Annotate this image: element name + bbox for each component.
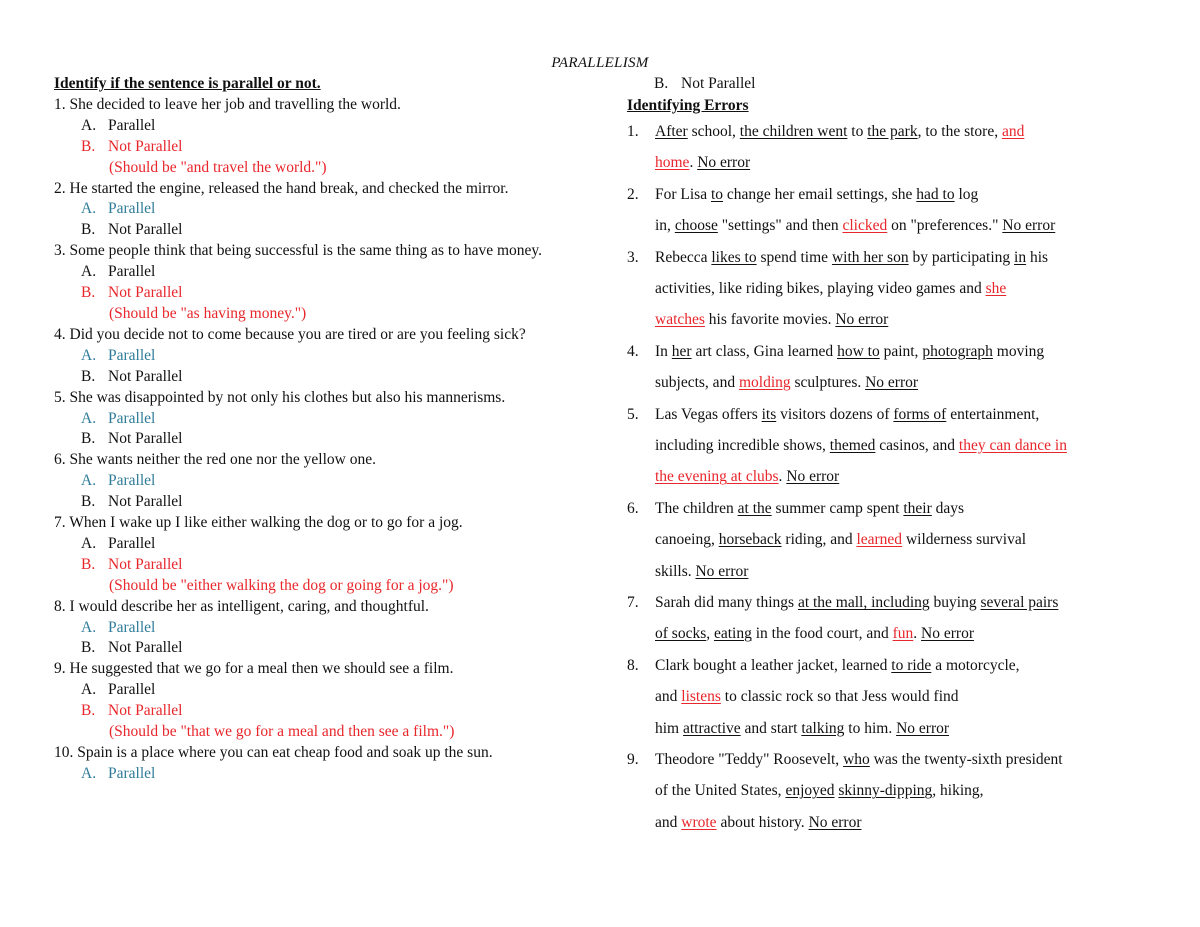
option-letter: B. bbox=[81, 367, 96, 385]
option-letter: A. bbox=[81, 116, 97, 134]
text-segment: and start bbox=[740, 719, 802, 737]
text-segment: "settings" and then bbox=[717, 217, 843, 235]
question-1-correction: (Should be "and travel the world.") bbox=[109, 158, 327, 176]
option-letter: A. bbox=[81, 200, 97, 218]
option-text: Not Parallel bbox=[108, 493, 183, 511]
error-segment: watches bbox=[655, 311, 705, 329]
sentence-line bbox=[655, 618, 1157, 649]
text-segment: Las Vegas offers bbox=[655, 405, 762, 423]
underlined-segment: of socks bbox=[655, 625, 707, 643]
text-segment: , bbox=[706, 625, 714, 643]
question-8-text: 8. I would describe her as intelligent, caring, and thoughtful. bbox=[54, 597, 429, 615]
question-9-option-a bbox=[54, 680, 584, 701]
underlined-segment: to bbox=[710, 185, 724, 203]
text-segment: in, bbox=[655, 217, 675, 235]
text-segment: log bbox=[954, 185, 979, 203]
option-letter: B. bbox=[81, 430, 96, 448]
underlined-segment: After bbox=[655, 122, 688, 140]
text-segment: moving bbox=[992, 342, 1045, 360]
item-sentence bbox=[655, 650, 1157, 744]
error-item-list bbox=[627, 116, 1157, 838]
sentence-line bbox=[655, 493, 1157, 524]
underlined-segment: the park bbox=[867, 122, 918, 140]
underlined-segment: No error bbox=[1002, 217, 1056, 235]
section-heading-identify: Identify if the sentence is parallel or not. bbox=[54, 75, 321, 92]
underlined-segment: at the mall, including bbox=[797, 594, 930, 611]
option-text: Not Parallel bbox=[108, 430, 183, 448]
item-sentence bbox=[655, 116, 1157, 179]
option-text: Parallel bbox=[108, 116, 156, 134]
error-item-5 bbox=[627, 399, 1157, 493]
text-segment: In bbox=[655, 342, 672, 360]
option-letter: B. bbox=[81, 639, 96, 657]
text-segment: summer camp spent bbox=[771, 499, 904, 517]
error-item-2 bbox=[627, 179, 1157, 242]
question-10-option-a bbox=[54, 764, 584, 785]
question-2-option-b bbox=[54, 220, 584, 241]
right-column bbox=[627, 74, 1157, 838]
text-segment: canoeing, bbox=[655, 531, 719, 549]
question-6-option-a bbox=[54, 471, 584, 492]
sentence-line bbox=[655, 147, 1157, 178]
sentence-line bbox=[655, 650, 1157, 681]
question-9-text: 9. He suggested that we go for a meal then we should see a film. bbox=[54, 660, 454, 678]
question-7-option-b bbox=[54, 555, 584, 576]
underlined-segment: No error bbox=[921, 625, 974, 643]
question-6-option-b bbox=[54, 492, 584, 513]
underlined-segment: horseback bbox=[718, 531, 782, 549]
question-8-option-b bbox=[54, 638, 584, 659]
sentence-line bbox=[655, 399, 1157, 430]
sentence-line bbox=[655, 775, 1157, 806]
question-2-option-a bbox=[54, 199, 584, 220]
text-segment: . bbox=[913, 625, 922, 643]
question-5-option-a bbox=[54, 409, 584, 430]
question-1-option-b bbox=[54, 137, 584, 158]
option-letter: B. bbox=[81, 221, 96, 239]
text-segment: including incredible shows, bbox=[655, 436, 830, 454]
question-7-option-a bbox=[54, 534, 584, 555]
underlined-segment: likes to bbox=[711, 248, 757, 266]
sentence-line bbox=[655, 304, 1157, 335]
error-segment: listens bbox=[681, 688, 721, 706]
underlined-segment: eating bbox=[713, 625, 752, 643]
underlined-segment: enjoyed bbox=[785, 782, 835, 800]
item-number: 1. bbox=[627, 122, 639, 140]
text-segment: his favorite movies. bbox=[704, 311, 836, 329]
sentence-line bbox=[655, 336, 1157, 367]
option-text: Not Parallel bbox=[108, 639, 183, 657]
underlined-segment: her bbox=[671, 342, 692, 360]
sentence-line bbox=[655, 681, 1157, 712]
underlined-segment: to ride bbox=[891, 656, 932, 674]
text-segment: on "preferences." bbox=[887, 217, 1003, 235]
question-9-option-b bbox=[54, 701, 584, 722]
error-segment: wrote bbox=[681, 813, 717, 831]
text-segment: Clark bought a leather jacket, learned bbox=[655, 656, 892, 674]
text-segment: entertainment, bbox=[946, 405, 1040, 423]
text-segment: activities, like riding bikes, playing video games and bbox=[655, 279, 986, 297]
question-5-option-b bbox=[54, 429, 584, 450]
item-number: 2. bbox=[627, 185, 639, 203]
error-segment: the evening at clubs bbox=[655, 468, 779, 486]
sentence-line bbox=[655, 807, 1157, 838]
item-sentence bbox=[655, 336, 1157, 399]
text-segment: The children bbox=[655, 499, 738, 517]
option-letter: A. bbox=[81, 534, 97, 552]
item-sentence bbox=[655, 493, 1157, 587]
error-item-4 bbox=[627, 336, 1157, 399]
underlined-segment: No error bbox=[695, 562, 749, 580]
sentence-line bbox=[655, 367, 1157, 398]
question-10-text: 10. Spain is a place where you can eat cheap food and soak up the sun. bbox=[54, 744, 493, 761]
item-number: 4. bbox=[627, 342, 639, 360]
text-segment: him bbox=[655, 719, 683, 737]
option-text: Parallel bbox=[108, 764, 156, 782]
option-letter: A. bbox=[81, 409, 97, 427]
question-4-text: 4. Did you decide not to come because you are tired or are you feeling sick? bbox=[54, 325, 526, 343]
option-text: Parallel bbox=[108, 200, 156, 218]
sentence-line bbox=[655, 179, 1157, 210]
text-segment: change her email settings, she bbox=[723, 185, 917, 203]
text-segment: buying bbox=[929, 594, 981, 611]
option-text: Not Parallel bbox=[108, 367, 183, 385]
underlined-segment: No error bbox=[697, 154, 751, 172]
sentence-line bbox=[655, 461, 1157, 492]
option-letter: B. bbox=[81, 284, 96, 302]
text-segment: paint, bbox=[879, 342, 923, 360]
question-8-option-a bbox=[54, 618, 584, 639]
text-segment: spend time bbox=[756, 248, 832, 266]
underlined-segment: had to bbox=[916, 185, 955, 203]
text-segment: a motorcycle, bbox=[931, 656, 1020, 674]
underlined-segment: No error bbox=[896, 719, 950, 737]
option-letter: A. bbox=[81, 618, 97, 636]
text-segment: of the United States, bbox=[655, 782, 786, 800]
option-text: Not Parallel bbox=[108, 137, 183, 155]
item-number: 7. bbox=[627, 594, 639, 611]
error-item-7 bbox=[627, 587, 1157, 650]
left-column bbox=[54, 74, 584, 785]
option-text: Not Parallel bbox=[681, 75, 756, 92]
question-1-option-a bbox=[54, 116, 584, 137]
option-text: Parallel bbox=[108, 618, 156, 636]
text-segment: to him. bbox=[844, 719, 897, 737]
error-segment: fun bbox=[892, 625, 914, 643]
text-segment: was the twenty-sixth president bbox=[869, 751, 1063, 769]
option-text: Not Parallel bbox=[108, 284, 183, 302]
text-segment: and bbox=[655, 813, 682, 831]
question-7-text: 7. When I wake up I like either walking the dog or to go for a jog. bbox=[54, 514, 463, 532]
underlined-segment: several pairs bbox=[980, 594, 1059, 611]
option-text: Parallel bbox=[108, 346, 156, 364]
item-sentence bbox=[655, 242, 1157, 336]
question-3-option-a bbox=[54, 262, 584, 283]
option-letter: B. bbox=[81, 702, 96, 720]
underlined-segment: No error bbox=[835, 311, 889, 329]
sentence-line bbox=[655, 587, 1157, 618]
item-number: 6. bbox=[627, 499, 639, 517]
item-number: 9. bbox=[627, 751, 639, 769]
option-letter: A. bbox=[81, 681, 97, 699]
question-9-correction: (Should be "that we go for a meal and then see a film.") bbox=[109, 723, 455, 741]
error-item-9 bbox=[627, 744, 1157, 838]
question-10-option-b bbox=[627, 74, 1157, 95]
error-segment: and bbox=[1001, 122, 1025, 140]
text-segment: about history. bbox=[716, 813, 809, 831]
page-title: PARALLELISM bbox=[551, 55, 649, 71]
error-segment: they can dance in bbox=[958, 436, 1067, 454]
option-letter: A. bbox=[81, 764, 97, 782]
option-text: Parallel bbox=[108, 534, 156, 552]
text-segment: , hiking, bbox=[932, 782, 984, 800]
item-number: 8. bbox=[627, 656, 639, 674]
option-text: Not Parallel bbox=[108, 702, 183, 720]
error-segment: she bbox=[985, 279, 1007, 297]
text-segment: . bbox=[689, 154, 698, 172]
underlined-segment: photograph bbox=[922, 342, 993, 360]
underlined-segment: No error bbox=[865, 374, 919, 392]
text-segment: and bbox=[655, 688, 682, 706]
error-segment: home bbox=[655, 154, 690, 172]
item-number: 3. bbox=[627, 248, 639, 266]
option-letter: A. bbox=[81, 346, 97, 364]
question-4-option-a bbox=[54, 346, 584, 367]
option-text: Not Parallel bbox=[108, 221, 183, 239]
question-2-text: 2. He started the engine, released the hand break, and checked the mirror. bbox=[54, 179, 509, 197]
text-segment: casinos, and bbox=[875, 436, 959, 454]
underlined-segment: at the bbox=[737, 499, 772, 517]
question-3-text: 3. Some people think that being successful is the same thing as to have money. bbox=[54, 242, 543, 260]
sentence-line bbox=[655, 273, 1157, 304]
sentence-line bbox=[655, 713, 1157, 744]
underlined-segment: No error bbox=[808, 813, 862, 831]
underlined-segment: with her son bbox=[831, 248, 909, 266]
error-segment: learned bbox=[856, 531, 903, 549]
text-segment: art class, Gina learned bbox=[691, 342, 838, 360]
error-item-8 bbox=[627, 650, 1157, 744]
question-list bbox=[54, 95, 584, 785]
underlined-segment: how to bbox=[837, 342, 880, 360]
item-sentence bbox=[655, 587, 1157, 650]
question-4-option-b bbox=[54, 367, 584, 388]
text-segment: visitors dozens of bbox=[776, 405, 894, 423]
option-letter: A. bbox=[81, 263, 97, 281]
sentence-line bbox=[655, 242, 1157, 273]
sentence-line bbox=[655, 210, 1157, 241]
underlined-segment: skinny-dipping bbox=[838, 782, 933, 800]
underlined-segment: talking bbox=[801, 719, 845, 737]
option-letter: B. bbox=[81, 493, 96, 511]
underlined-segment: in bbox=[1014, 248, 1027, 266]
question-1-text: 1. She decided to leave her job and travelling the world. bbox=[54, 95, 401, 113]
text-segment: For Lisa bbox=[655, 185, 711, 203]
text-segment: Theodore "Teddy" Roosevelt, bbox=[655, 751, 844, 769]
option-text: Parallel bbox=[108, 409, 156, 427]
option-text: Parallel bbox=[108, 472, 156, 490]
option-text: Not Parallel bbox=[108, 555, 183, 573]
item-number: 5. bbox=[627, 405, 639, 423]
sentence-line bbox=[655, 430, 1157, 461]
text-segment: to bbox=[847, 122, 868, 140]
text-segment: his bbox=[1026, 248, 1049, 266]
underlined-segment: No error bbox=[786, 468, 840, 486]
sentence-line bbox=[655, 744, 1157, 775]
sentence-line bbox=[655, 556, 1157, 587]
text-segment: riding, and bbox=[781, 531, 857, 549]
question-7-correction: (Should be "either walking the dog or going for a jog.") bbox=[109, 576, 454, 594]
text-segment: by participating bbox=[908, 248, 1015, 266]
question-6-text: 6. She wants neither the red one nor the yellow one. bbox=[54, 451, 376, 469]
text-segment: wilderness survival bbox=[902, 531, 1027, 549]
error-item-6 bbox=[627, 493, 1157, 587]
underlined-segment: its bbox=[761, 405, 777, 423]
error-item-1 bbox=[627, 116, 1157, 179]
item-sentence bbox=[655, 744, 1157, 838]
item-sentence bbox=[655, 399, 1157, 493]
underlined-segment: forms of bbox=[893, 405, 947, 423]
text-segment: in the food court, and bbox=[751, 625, 893, 643]
section-heading-errors: Identifying Errors bbox=[627, 96, 749, 114]
underlined-segment: who bbox=[843, 751, 870, 769]
option-letter: B. bbox=[81, 137, 96, 155]
text-segment: subjects, and bbox=[655, 374, 739, 392]
option-letter: B. bbox=[654, 75, 669, 92]
item-sentence bbox=[655, 179, 1157, 242]
text-segment: to classic rock so that Jess would find bbox=[720, 688, 959, 706]
error-item-3 bbox=[627, 242, 1157, 336]
option-letter: A. bbox=[81, 472, 97, 490]
text-segment: days bbox=[931, 499, 965, 517]
option-text: Parallel bbox=[108, 681, 156, 699]
text-segment: sculptures. bbox=[790, 374, 866, 392]
underlined-segment: attractive bbox=[683, 719, 741, 737]
text-segment: Sarah did many things bbox=[655, 594, 798, 611]
question-3-correction: (Should be "as having money.") bbox=[109, 304, 307, 322]
sentence-line bbox=[655, 116, 1157, 147]
underlined-segment: choose bbox=[674, 217, 718, 235]
underlined-segment: themed bbox=[829, 436, 876, 454]
text-segment: skills. bbox=[655, 562, 696, 580]
error-segment: molding bbox=[738, 374, 791, 392]
option-text: Parallel bbox=[108, 263, 156, 281]
text-segment: Rebecca bbox=[655, 248, 712, 266]
text-segment: , to the store, bbox=[917, 122, 1002, 140]
option-letter: B. bbox=[81, 555, 96, 573]
question-3-option-b bbox=[54, 283, 584, 304]
sentence-line bbox=[655, 524, 1157, 555]
error-segment: clicked bbox=[842, 217, 888, 235]
underlined-segment: the children went bbox=[739, 122, 848, 140]
text-segment: . bbox=[778, 468, 787, 486]
question-5-text: 5. She was disappointed by not only his clothes but also his mannerisms. bbox=[54, 388, 506, 406]
text-segment: school, bbox=[687, 122, 740, 140]
underlined-segment: their bbox=[903, 499, 932, 517]
